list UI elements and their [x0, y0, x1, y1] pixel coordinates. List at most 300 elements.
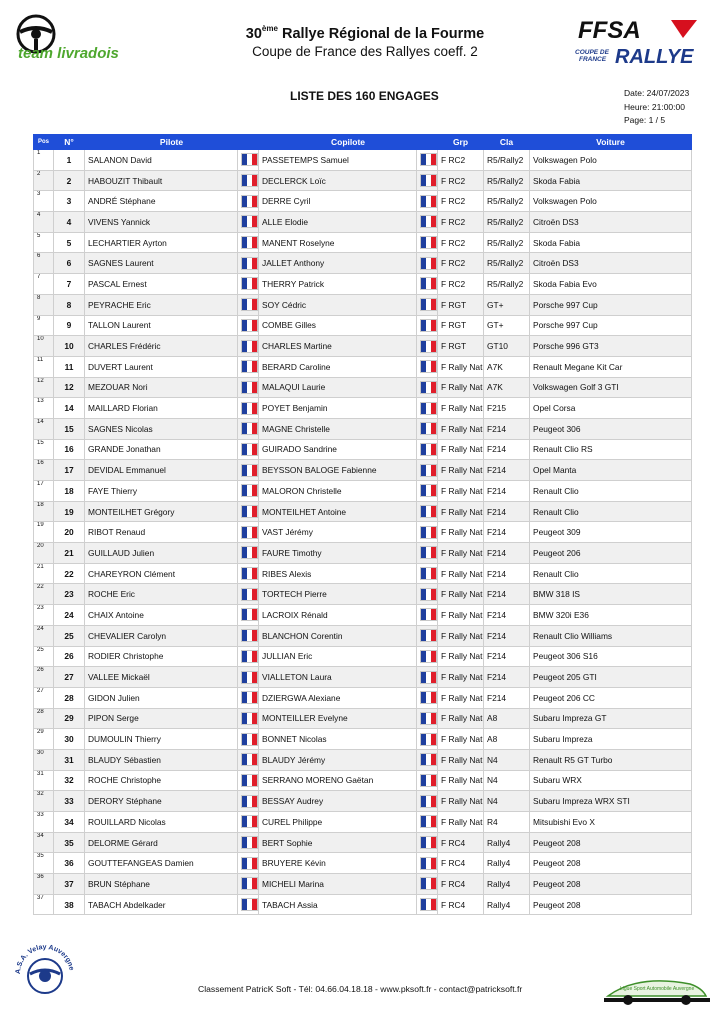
- france-flag-icon: [420, 422, 437, 435]
- cell-pilote: RODIER Christophe: [85, 646, 238, 667]
- cell-num: 19: [54, 501, 85, 522]
- copilote-flag: [417, 481, 438, 502]
- cell-grp: F Rally Nat: [438, 481, 484, 502]
- cell-num: 22: [54, 563, 85, 584]
- cell-num: 14: [54, 398, 85, 419]
- cell-cla: F214: [484, 646, 530, 667]
- cell-pilote: MONTEILHET Grégory: [85, 501, 238, 522]
- table-row: [34, 294, 692, 315]
- pilote-flag: [238, 191, 259, 212]
- cell-num: 18: [54, 481, 85, 502]
- pilote-flag: [238, 274, 259, 295]
- france-flag-icon: [241, 257, 258, 270]
- col-header-num: N°: [54, 135, 85, 150]
- cell-cla: F214: [484, 625, 530, 646]
- table-row: [34, 336, 692, 357]
- france-flag-icon: [241, 153, 258, 166]
- cell-pos: 13: [34, 398, 54, 419]
- france-flag-icon: [420, 733, 437, 746]
- cell-grp: F RC2: [438, 212, 484, 233]
- cell-grp: F RGT: [438, 294, 484, 315]
- cell-voiture: Peugeot 205 GTI: [530, 667, 692, 688]
- cell-num: 23: [54, 584, 85, 605]
- copilote-flag: [417, 501, 438, 522]
- france-flag-icon: [241, 174, 258, 187]
- pilote-flag: [238, 667, 259, 688]
- france-flag-icon: [241, 795, 258, 808]
- copilote-flag: [417, 894, 438, 915]
- cell-copilote: JALLET Anthony: [259, 253, 417, 274]
- france-flag-icon: [241, 381, 258, 394]
- cell-copilote: MONTEILLER Evelyne: [259, 708, 417, 729]
- cell-grp: F RC2: [438, 274, 484, 295]
- cell-grp: F Rally Nat: [438, 543, 484, 564]
- france-flag-icon: [420, 815, 437, 828]
- pilote-flag: [238, 377, 259, 398]
- france-flag-icon: [420, 712, 437, 725]
- cell-grp: F RC2: [438, 191, 484, 212]
- cell-pilote: DERORY Stéphane: [85, 791, 238, 812]
- pilote-flag: [238, 770, 259, 791]
- cell-copilote: JULLIAN Eric: [259, 646, 417, 667]
- cell-voiture: Peugeot 306 S16: [530, 646, 692, 667]
- svg-text:RALLYE: RALLYE: [615, 46, 694, 68]
- cell-num: 2: [54, 170, 85, 191]
- cell-voiture: Subaru Impreza WRX STI: [530, 791, 692, 812]
- cell-pos: 3: [34, 191, 54, 212]
- copilote-flag: [417, 294, 438, 315]
- pilote-flag: [238, 874, 259, 895]
- france-flag-icon: [420, 484, 437, 497]
- cell-voiture: Peugeot 208: [530, 853, 692, 874]
- france-flag-icon: [420, 629, 437, 642]
- pilote-flag: [238, 894, 259, 915]
- cell-grp: F Rally Nat: [438, 791, 484, 812]
- france-flag-icon: [420, 650, 437, 663]
- france-flag-icon: [420, 898, 437, 911]
- cell-grp: F Rally Nat: [438, 770, 484, 791]
- cell-cla: Rally4: [484, 894, 530, 915]
- copilote-flag: [417, 191, 438, 212]
- entries-table: [33, 134, 692, 915]
- copilote-flag: [417, 812, 438, 833]
- france-flag-icon: [420, 774, 437, 787]
- cell-cla: F214: [484, 667, 530, 688]
- cell-num: 10: [54, 336, 85, 357]
- cell-grp: F RC2: [438, 150, 484, 171]
- cell-grp: F Rally Nat: [438, 749, 484, 770]
- table-row: [34, 356, 692, 377]
- france-flag-icon: [241, 277, 258, 290]
- cell-num: 5: [54, 232, 85, 253]
- cell-pos: 19: [34, 522, 54, 543]
- france-flag-icon: [420, 588, 437, 601]
- cell-grp: F Rally Nat: [438, 356, 484, 377]
- cell-grp: F Rally Nat: [438, 522, 484, 543]
- pilote-flag: [238, 543, 259, 564]
- cell-copilote: POYET Benjamin: [259, 398, 417, 419]
- pilote-flag: [238, 791, 259, 812]
- cell-cla: R5/Rally2: [484, 170, 530, 191]
- pilote-flag: [238, 605, 259, 626]
- france-flag-icon: [241, 340, 258, 353]
- cell-num: 21: [54, 543, 85, 564]
- pilote-flag: [238, 398, 259, 419]
- table-row: [34, 377, 692, 398]
- cell-copilote: BONNET Nicolas: [259, 729, 417, 750]
- cell-num: 24: [54, 605, 85, 626]
- france-flag-icon: [241, 898, 258, 911]
- cell-pos: 11: [34, 356, 54, 377]
- copilote-flag: [417, 543, 438, 564]
- cell-pilote: TALLON Laurent: [85, 315, 238, 336]
- cell-grp: F RGT: [438, 315, 484, 336]
- cell-pos: 26: [34, 667, 54, 688]
- copilote-flag: [417, 749, 438, 770]
- cell-pilote: DELORME Gérard: [85, 832, 238, 853]
- cell-cla: N4: [484, 791, 530, 812]
- pilote-flag: [238, 625, 259, 646]
- france-flag-icon: [241, 402, 258, 415]
- france-flag-icon: [241, 505, 258, 518]
- cell-pilote: VIVENS Yannick: [85, 212, 238, 233]
- cell-voiture: Skoda Fabia: [530, 170, 692, 191]
- france-flag-icon: [241, 298, 258, 311]
- cell-voiture: Peugeot 208: [530, 874, 692, 895]
- france-flag-icon: [420, 671, 437, 684]
- cell-cla: R5/Rally2: [484, 150, 530, 171]
- france-flag-icon: [241, 526, 258, 539]
- cell-voiture: Renault Megane Kit Car: [530, 356, 692, 377]
- cell-num: 37: [54, 874, 85, 895]
- cell-pilote: TABACH Abdelkader: [85, 894, 238, 915]
- pilote-flag: [238, 460, 259, 481]
- copilote-flag: [417, 625, 438, 646]
- copilote-flag: [417, 708, 438, 729]
- cell-voiture: Skoda Fabia Evo: [530, 274, 692, 295]
- table-row: [34, 625, 692, 646]
- cell-copilote: RIBES Alexis: [259, 563, 417, 584]
- cell-num: 16: [54, 439, 85, 460]
- france-flag-icon: [241, 215, 258, 228]
- cell-copilote: VIALLETON Laura: [259, 667, 417, 688]
- cell-voiture: Porsche 997 Cup: [530, 315, 692, 336]
- cell-cla: GT+: [484, 294, 530, 315]
- cell-pos: 20: [34, 543, 54, 564]
- table-row: [34, 274, 692, 295]
- cell-pilote: SALANON David: [85, 150, 238, 171]
- pilote-flag: [238, 294, 259, 315]
- copilote-flag: [417, 170, 438, 191]
- cell-pilote: CHAIX Antoine: [85, 605, 238, 626]
- cell-pos: 8: [34, 294, 54, 315]
- france-flag-icon: [420, 546, 437, 559]
- cell-grp: F RC2: [438, 232, 484, 253]
- cell-voiture: Opel Corsa: [530, 398, 692, 419]
- cell-num: 25: [54, 625, 85, 646]
- pilote-flag: [238, 708, 259, 729]
- cell-grp: F RC4: [438, 874, 484, 895]
- france-flag-icon: [241, 195, 258, 208]
- cell-num: 4: [54, 212, 85, 233]
- cell-cla: F214: [484, 522, 530, 543]
- cell-cla: F214: [484, 543, 530, 564]
- cell-pos: 27: [34, 687, 54, 708]
- pilote-flag: [238, 212, 259, 233]
- cell-cla: R5/Rally2: [484, 191, 530, 212]
- cell-num: 9: [54, 315, 85, 336]
- cell-copilote: FAURE Timothy: [259, 543, 417, 564]
- france-flag-icon: [241, 422, 258, 435]
- cell-copilote: MANENT Roselyne: [259, 232, 417, 253]
- cell-pos: 33: [34, 812, 54, 833]
- cell-pos: 22: [34, 584, 54, 605]
- cell-num: 17: [54, 460, 85, 481]
- cell-num: 7: [54, 274, 85, 295]
- cell-num: 30: [54, 729, 85, 750]
- table-header-row: [34, 135, 692, 150]
- france-flag-icon: [241, 691, 258, 704]
- table-row: [34, 460, 692, 481]
- cell-pos: 23: [34, 605, 54, 626]
- cell-grp: F Rally Nat: [438, 439, 484, 460]
- table-row: [34, 398, 692, 419]
- cell-voiture: Peugeot 309: [530, 522, 692, 543]
- cell-grp: F Rally Nat: [438, 584, 484, 605]
- cell-pilote: VALLEE Mickaël: [85, 667, 238, 688]
- cell-copilote: THERRY Patrick: [259, 274, 417, 295]
- cell-cla: F214: [484, 584, 530, 605]
- cell-pos: 2: [34, 170, 54, 191]
- cell-voiture: Subaru Impreza GT: [530, 708, 692, 729]
- copilote-flag: [417, 522, 438, 543]
- france-flag-icon: [420, 153, 437, 166]
- france-flag-icon: [241, 319, 258, 332]
- cell-voiture: Peugeot 206: [530, 543, 692, 564]
- table-row: [34, 522, 692, 543]
- cell-cla: R5/Rally2: [484, 232, 530, 253]
- table-row: [34, 543, 692, 564]
- pilote-flag: [238, 315, 259, 336]
- document-date: Date: 24/07/2023: [624, 88, 690, 98]
- table-row: [34, 646, 692, 667]
- cell-cla: A7K: [484, 356, 530, 377]
- cell-copilote: BERARD Caroline: [259, 356, 417, 377]
- copilote-flag: [417, 212, 438, 233]
- france-flag-icon: [420, 257, 437, 270]
- cell-cla: R5/Rally2: [484, 253, 530, 274]
- cell-cla: A8: [484, 708, 530, 729]
- cell-pilote: GOUTTEFANGEAS Damien: [85, 853, 238, 874]
- cell-pilote: DEVIDAL Emmanuel: [85, 460, 238, 481]
- cell-voiture: Renault Clio: [530, 563, 692, 584]
- france-flag-icon: [420, 298, 437, 311]
- cell-pilote: SAGNES Laurent: [85, 253, 238, 274]
- copilote-flag: [417, 377, 438, 398]
- cell-pos: 34: [34, 832, 54, 853]
- cell-pilote: BLAUDY Sébastien: [85, 749, 238, 770]
- team-livradois-logo: [14, 12, 126, 64]
- ffsa-logo: [575, 16, 705, 68]
- cell-pilote: CHEVALIER Carolyn: [85, 625, 238, 646]
- cell-num: 27: [54, 667, 85, 688]
- cell-pos: 18: [34, 501, 54, 522]
- table-row: [34, 667, 692, 688]
- pilote-flag: [238, 356, 259, 377]
- cell-voiture: Renault Clio RS: [530, 439, 692, 460]
- col-header-cla: Cla: [484, 135, 530, 150]
- cell-voiture: Peugeot 208: [530, 832, 692, 853]
- pilote-flag: [238, 418, 259, 439]
- cell-grp: F Rally Nat: [438, 667, 484, 688]
- cell-pilote: MAILLARD Florian: [85, 398, 238, 419]
- pilote-flag: [238, 336, 259, 357]
- france-flag-icon: [241, 774, 258, 787]
- cell-cla: Rally4: [484, 832, 530, 853]
- cell-pos: 7: [34, 274, 54, 295]
- copilote-flag: [417, 832, 438, 853]
- cell-cla: A8: [484, 729, 530, 750]
- cell-pilote: MEZOUAR Nori: [85, 377, 238, 398]
- footer-credits: Classement PatricK Soft - Tél: 04.66.04.18.18 - www.pksoft.fr - contact@patricksoft.fr: [198, 984, 523, 994]
- cell-grp: F RC4: [438, 832, 484, 853]
- cell-cla: F214: [484, 501, 530, 522]
- cell-cla: Rally4: [484, 853, 530, 874]
- cell-voiture: Citroën DS3: [530, 212, 692, 233]
- cell-copilote: BESSAY Audrey: [259, 791, 417, 812]
- copilote-flag: [417, 274, 438, 295]
- svg-text:team livradois: team livradois: [18, 45, 119, 62]
- pilote-flag: [238, 832, 259, 853]
- france-flag-icon: [420, 443, 437, 456]
- copilote-flag: [417, 770, 438, 791]
- france-flag-icon: [241, 629, 258, 642]
- table-row: [34, 150, 692, 171]
- col-header-voiture: Voiture: [530, 135, 692, 150]
- cell-voiture: Mitsubishi Evo X: [530, 812, 692, 833]
- document-page: Page: 1 / 5: [624, 115, 666, 125]
- cell-pilote: GRANDE Jonathan: [85, 439, 238, 460]
- cell-pilote: CHAREYRON Clément: [85, 563, 238, 584]
- cell-num: 12: [54, 377, 85, 398]
- table-row: [34, 212, 692, 233]
- table-row: [34, 791, 692, 812]
- cell-num: 8: [54, 294, 85, 315]
- table-row: [34, 501, 692, 522]
- cell-cla: F214: [484, 418, 530, 439]
- cell-num: 29: [54, 708, 85, 729]
- cell-voiture: Volkswagen Polo: [530, 191, 692, 212]
- ligue-auvergne-logo: [598, 970, 718, 1008]
- copilote-flag: [417, 667, 438, 688]
- cell-pilote: GUILLAUD Julien: [85, 543, 238, 564]
- cell-voiture: Porsche 997 Cup: [530, 294, 692, 315]
- copilote-flag: [417, 336, 438, 357]
- cell-grp: F RC4: [438, 894, 484, 915]
- cell-pos: 4: [34, 212, 54, 233]
- france-flag-icon: [420, 877, 437, 890]
- cell-num: 31: [54, 749, 85, 770]
- cell-cla: F214: [484, 687, 530, 708]
- pilote-flag: [238, 232, 259, 253]
- pilote-flag: [238, 150, 259, 171]
- document-title: LISTE DES 160 ENGAGES: [290, 89, 439, 103]
- france-flag-icon: [420, 753, 437, 766]
- asa-velay-auvergne-logo: [10, 940, 80, 1004]
- cell-pilote: SAGNES Nicolas: [85, 418, 238, 439]
- cell-grp: F RC2: [438, 253, 484, 274]
- cell-pos: 14: [34, 418, 54, 439]
- cell-num: 26: [54, 646, 85, 667]
- france-flag-icon: [420, 608, 437, 621]
- table-row: [34, 729, 692, 750]
- france-flag-icon: [420, 340, 437, 353]
- cell-pilote: GIDON Julien: [85, 687, 238, 708]
- cell-voiture: BMW 318 IS: [530, 584, 692, 605]
- event-title: 30ème Rallye Régional de la Fourme: [245, 24, 485, 42]
- cell-copilote: SOY Cédric: [259, 294, 417, 315]
- cell-grp: F RGT: [438, 336, 484, 357]
- cell-copilote: BLAUDY Jérémy: [259, 749, 417, 770]
- cell-pilote: FAYE Thierry: [85, 481, 238, 502]
- svg-text:COUPE DE: COUPE DE: [575, 49, 609, 56]
- cell-cla: N4: [484, 749, 530, 770]
- france-flag-icon: [241, 733, 258, 746]
- cell-grp: F Rally Nat: [438, 418, 484, 439]
- cell-voiture: Citroën DS3: [530, 253, 692, 274]
- cell-pilote: ROCHE Eric: [85, 584, 238, 605]
- cell-pilote: PASCAL Ernest: [85, 274, 238, 295]
- cell-grp: F Rally Nat: [438, 708, 484, 729]
- cell-voiture: Subaru WRX: [530, 770, 692, 791]
- cell-pilote: ROCHE Christophe: [85, 770, 238, 791]
- cell-grp: F Rally Nat: [438, 563, 484, 584]
- cell-pos: 35: [34, 853, 54, 874]
- france-flag-icon: [241, 671, 258, 684]
- svg-text:A.S.A. Velay Auvergne: A.S.A. Velay Auvergne: [14, 943, 75, 975]
- france-flag-icon: [241, 236, 258, 249]
- cell-copilote: PASSETEMPS Samuel: [259, 150, 417, 171]
- table-row: [34, 770, 692, 791]
- event-subtitle: Coupe de France des Rallyes coeff. 2: [252, 44, 478, 59]
- cell-pilote: CHARLES Frédéric: [85, 336, 238, 357]
- france-flag-icon: [241, 608, 258, 621]
- cell-copilote: BLANCHON Corentin: [259, 625, 417, 646]
- col-header-copilote: Copilote: [259, 135, 438, 150]
- table-row: [34, 481, 692, 502]
- france-flag-icon: [420, 567, 437, 580]
- cell-cla: Rally4: [484, 874, 530, 895]
- cell-voiture: Porsche 996 GT3: [530, 336, 692, 357]
- cell-pilote: DUVERT Laurent: [85, 356, 238, 377]
- table-row: [34, 253, 692, 274]
- cell-copilote: VAST Jérémy: [259, 522, 417, 543]
- cell-cla: F214: [484, 481, 530, 502]
- france-flag-icon: [241, 464, 258, 477]
- cell-pilote: LECHARTIER Ayrton: [85, 232, 238, 253]
- france-flag-icon: [420, 195, 437, 208]
- cell-pos: 24: [34, 625, 54, 646]
- cell-pos: 31: [34, 770, 54, 791]
- france-flag-icon: [241, 815, 258, 828]
- pilote-flag: [238, 522, 259, 543]
- cell-copilote: MICHELI Marina: [259, 874, 417, 895]
- table-row: [34, 170, 692, 191]
- cell-grp: F Rally Nat: [438, 377, 484, 398]
- france-flag-icon: [241, 877, 258, 890]
- table-row: [34, 584, 692, 605]
- france-flag-icon: [420, 795, 437, 808]
